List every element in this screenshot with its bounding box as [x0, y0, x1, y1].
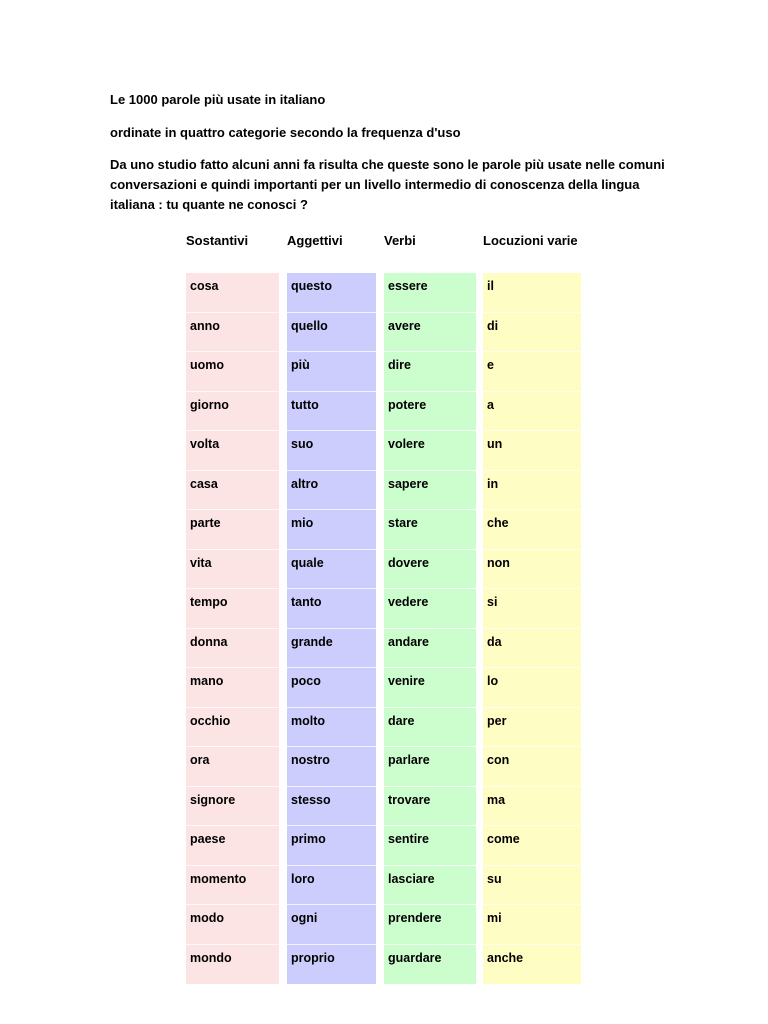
word-cell: su	[483, 866, 581, 906]
word-cell: primo	[287, 826, 376, 866]
word-column-sostantivi	[186, 273, 279, 984]
word-cell: suo	[287, 431, 376, 471]
word-cell: trovare	[384, 787, 476, 827]
word-cell: con	[483, 747, 581, 787]
word-cell: avere	[384, 313, 476, 353]
word-cell: parlare	[384, 747, 476, 787]
word-cell: più	[287, 352, 376, 392]
word-cell: mano	[186, 668, 279, 708]
word-cell: come	[483, 826, 581, 866]
column-header-sostantivi: Sostantivi	[186, 233, 249, 248]
word-cell: in	[483, 471, 581, 511]
word-cell: da	[483, 629, 581, 669]
word-cell: grande	[287, 629, 376, 669]
word-cell: tanto	[287, 589, 376, 629]
word-cell: essere	[384, 273, 476, 313]
word-cell: vita	[186, 550, 279, 590]
word-cell: che	[483, 510, 581, 550]
column-header-aggettivi: Aggettivi	[287, 233, 343, 248]
word-cell: prendere	[384, 905, 476, 945]
word-cell: mi	[483, 905, 581, 945]
word-cell: volta	[186, 431, 279, 471]
word-cell: loro	[287, 866, 376, 906]
word-cell: casa	[186, 471, 279, 511]
intro-paragraph: Da uno studio fatto alcuni anni fa risulta che queste sono le parole più usate nelle comuni conversazioni e quindi importanti per un livello intermedio di conoscenza della lingua italiana : tu quante ne conosci ?	[110, 157, 665, 212]
word-cell: lo	[483, 668, 581, 708]
word-cell: nostro	[287, 747, 376, 787]
word-cell: altro	[287, 471, 376, 511]
word-cell: molto	[287, 708, 376, 748]
word-cell: non	[483, 550, 581, 590]
word-cell: sapere	[384, 471, 476, 511]
word-cell: volere	[384, 431, 476, 471]
word-cell: giorno	[186, 392, 279, 432]
word-cell: un	[483, 431, 581, 471]
word-cell: quale	[287, 550, 376, 590]
word-cell: si	[483, 589, 581, 629]
word-cell: paese	[186, 826, 279, 866]
word-cell: ora	[186, 747, 279, 787]
word-cell: proprio	[291, 950, 335, 965]
word-cell: potere	[384, 392, 476, 432]
word-cell: mondo	[190, 950, 232, 965]
word-cell: tempo	[186, 589, 279, 629]
word-cell: dovere	[384, 550, 476, 590]
word-cell: parte	[186, 510, 279, 550]
word-cell: poco	[287, 668, 376, 708]
word-cell: per	[483, 708, 581, 748]
word-cell: signore	[186, 787, 279, 827]
word-cell: modo	[186, 905, 279, 945]
word-cell: uomo	[186, 352, 279, 392]
word-cell: venire	[384, 668, 476, 708]
word-column-aggettivi	[287, 273, 376, 984]
column-header-locuzioni: Locuzioni varie	[483, 233, 578, 248]
word-cell: sentire	[384, 826, 476, 866]
word-cell: momento	[186, 866, 279, 906]
word-cell: ma	[483, 787, 581, 827]
word-cell: andare	[384, 629, 476, 669]
word-cell: il	[483, 273, 581, 313]
word-cell: quello	[287, 313, 376, 353]
word-cell: di	[483, 313, 581, 353]
column-header-verbi: Verbi	[384, 233, 416, 248]
document-subtitle: ordinate in quattro categorie secondo la frequenza d'uso	[110, 125, 461, 140]
document-title: Le 1000 parole più usate in italiano	[110, 92, 326, 107]
word-cell: donna	[186, 629, 279, 669]
word-column-verbi	[384, 273, 476, 984]
word-column-locuzioni	[483, 273, 581, 984]
word-cell: vedere	[384, 589, 476, 629]
word-cell: occhio	[186, 708, 279, 748]
word-cell: stesso	[287, 787, 376, 827]
word-cell: dire	[384, 352, 476, 392]
word-cell: guardare	[388, 950, 442, 965]
word-cell: anno	[186, 313, 279, 353]
word-cell: lasciare	[384, 866, 476, 906]
word-cell: ogni	[287, 905, 376, 945]
word-cell: cosa	[186, 273, 279, 313]
word-cell: mio	[287, 510, 376, 550]
word-cell: questo	[287, 273, 376, 313]
word-cell: tutto	[287, 392, 376, 432]
word-cell: anche	[487, 950, 524, 965]
word-cell: a	[483, 392, 581, 432]
word-cell: dare	[384, 708, 476, 748]
word-cell: e	[483, 352, 581, 392]
word-cell: stare	[384, 510, 476, 550]
